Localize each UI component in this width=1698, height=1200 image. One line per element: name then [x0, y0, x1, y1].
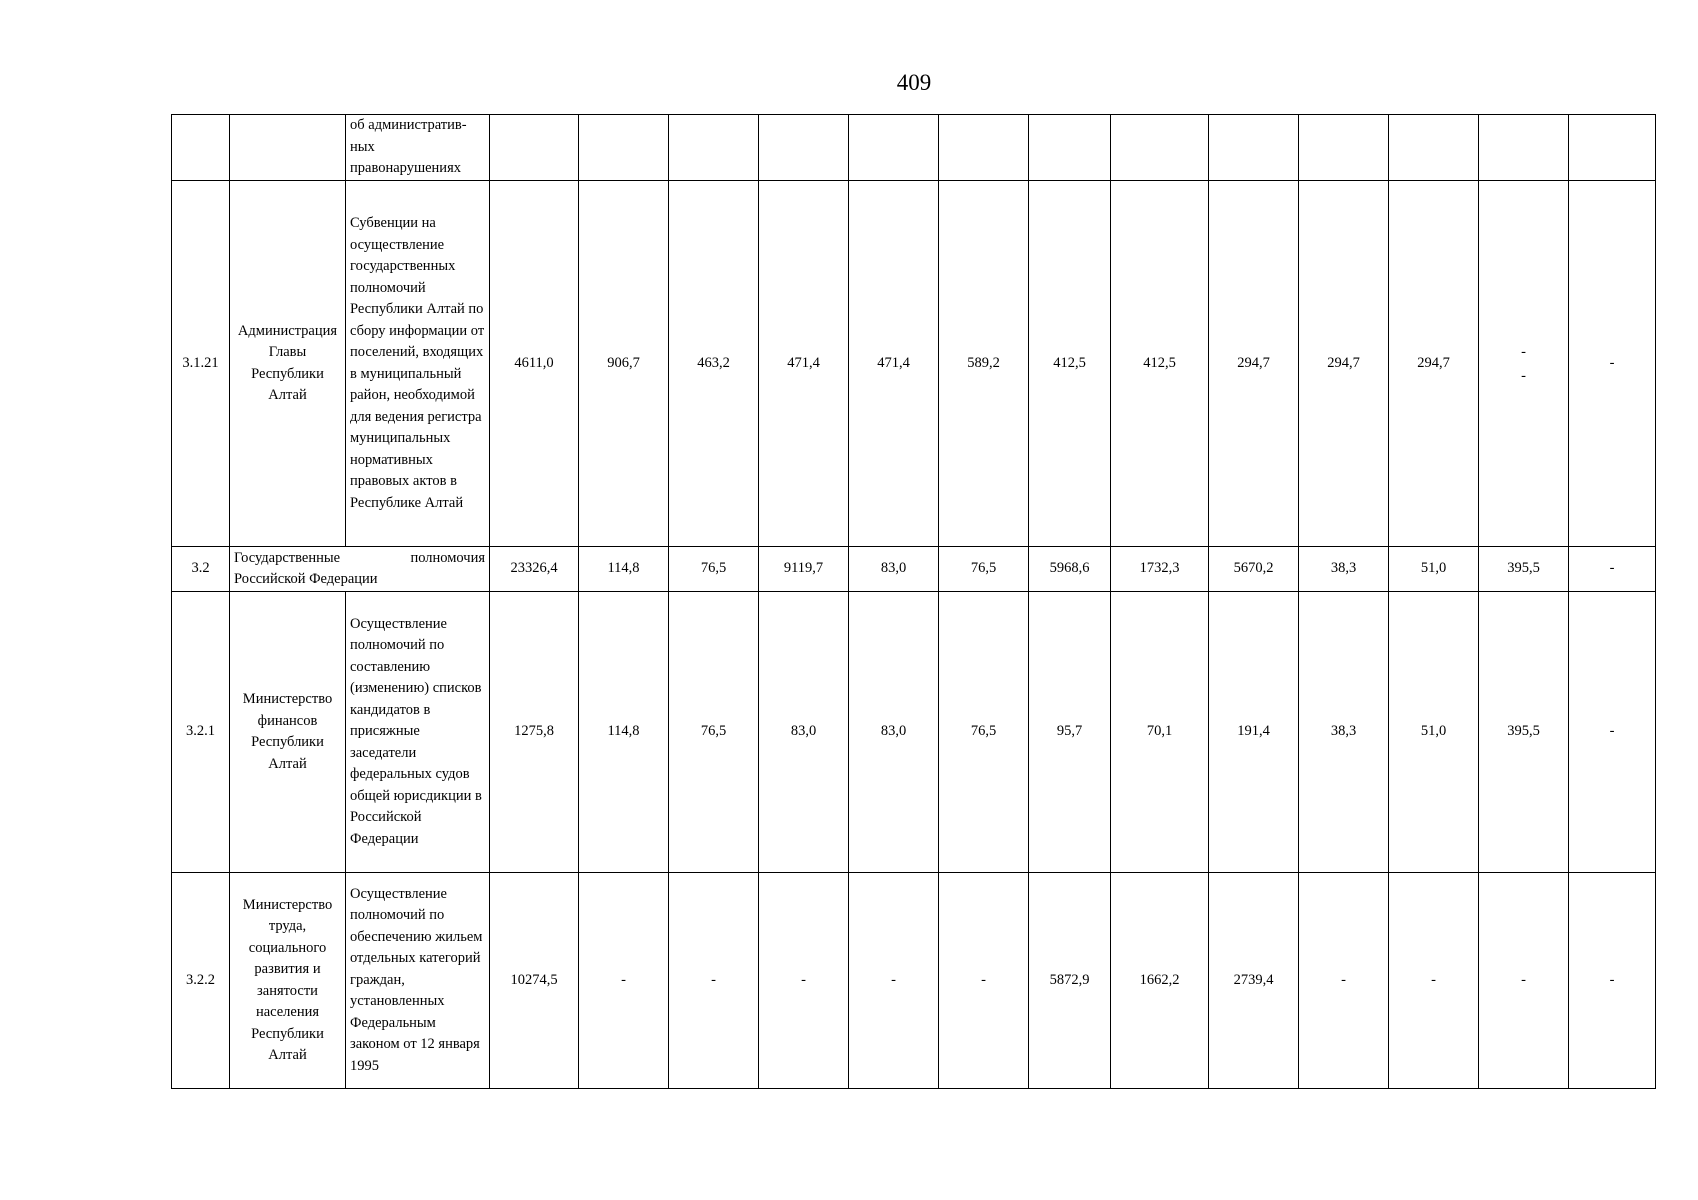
budget-table	[171, 114, 1656, 1089]
value-cell: -	[1569, 873, 1656, 1089]
page-number: 409	[896, 70, 932, 95]
value-cell: 294,7	[1209, 181, 1299, 547]
value-cell: 395,5	[1479, 592, 1569, 873]
description: Осуществление полномочий по обеспечению жильем отдельных категорий граждан, установленных Федеральным законом от 12 января 1995	[346, 873, 490, 1089]
value-cell: -	[849, 873, 939, 1089]
value-cell	[579, 115, 669, 181]
value-cell	[1569, 115, 1656, 181]
organization: Министерство труда, социального развития и занятости населения Республики Алтай	[230, 873, 346, 1089]
value-cell	[490, 115, 579, 181]
value-cell	[849, 115, 939, 181]
value-cell	[1389, 115, 1479, 181]
value-cell: 76,5	[939, 547, 1029, 592]
table-row	[172, 873, 1656, 1089]
value-cell: 471,4	[849, 181, 939, 547]
value-cell: -	[1389, 873, 1479, 1089]
value-cell: 1732,3	[1111, 547, 1209, 592]
value-cell: -	[759, 873, 849, 1089]
value-cell: 906,7	[579, 181, 669, 547]
value-cell	[669, 115, 759, 181]
table-row	[172, 547, 1656, 592]
row-number	[172, 115, 230, 181]
value-cell: -	[1479, 873, 1569, 1089]
value-cell	[1299, 115, 1389, 181]
value-cell: 395,5	[1479, 547, 1569, 592]
value-cell: 5872,9	[1029, 873, 1111, 1089]
value-cell: 38,3	[1299, 592, 1389, 873]
description: об административ-ных правонарушениях	[346, 115, 490, 181]
value-cell: 23326,4	[490, 547, 579, 592]
table-row	[172, 592, 1656, 873]
row-number: 3.2.1	[172, 592, 230, 873]
table-row	[172, 181, 1656, 547]
value-cell: 83,0	[759, 592, 849, 873]
value-cell: 83,0	[849, 547, 939, 592]
description: Субвенции на осуществление государственных полномочий Республики Алтай по сбору информации от поселений, входящих в муниципальный район, необходимой для ведения регистра муниципальных нормативных правовых актов в Республике Алтай	[346, 181, 490, 547]
organization: Министерство финансов Республики Алтай	[230, 592, 346, 873]
value-cell: 463,2	[669, 181, 759, 547]
value-cell: 76,5	[669, 592, 759, 873]
value-cell: 51,0	[1389, 592, 1479, 873]
organization	[230, 115, 346, 181]
value-cell: 471,4	[759, 181, 849, 547]
value-cell	[1209, 115, 1299, 181]
value-cell: 9119,7	[759, 547, 849, 592]
value-cell: 191,4	[1209, 592, 1299, 873]
value-cell: 1662,2	[1111, 873, 1209, 1089]
value-cell	[1479, 115, 1569, 181]
value-cell: 83,0	[849, 592, 939, 873]
organization: Администрация Главы Республики Алтай	[230, 181, 346, 547]
value-cell: 114,8	[579, 547, 669, 592]
value-cell: -	[1569, 547, 1656, 592]
value-cell: -	[1569, 181, 1656, 547]
value-cell: 4611,0	[490, 181, 579, 547]
value-cell: - -	[1479, 181, 1569, 547]
value-cell: 1275,8	[490, 592, 579, 873]
description: Осуществление полномочий по составлению (изменению) списков кандидатов в присяжные заседатели федеральных судов общей юрисдикции в Российской Федерации	[346, 592, 490, 873]
value-cell	[939, 115, 1029, 181]
section-title: Государственные полномочия Российской Федерации	[230, 547, 490, 592]
value-cell: 70,1	[1111, 592, 1209, 873]
value-cell: 2739,4	[1209, 873, 1299, 1089]
table-row	[172, 115, 1656, 181]
row-number: 3.1.21	[172, 181, 230, 547]
value-cell: 294,7	[1299, 181, 1389, 547]
value-cell: 10274,5	[490, 873, 579, 1089]
value-cell: 51,0	[1389, 547, 1479, 592]
value-cell: 95,7	[1029, 592, 1111, 873]
value-cell: 114,8	[579, 592, 669, 873]
value-cell: 294,7	[1389, 181, 1479, 547]
value-cell: 5670,2	[1209, 547, 1299, 592]
row-number: 3.2	[172, 547, 230, 592]
value-cell	[759, 115, 849, 181]
value-cell: 412,5	[1111, 181, 1209, 547]
row-number: 3.2.2	[172, 873, 230, 1089]
value-cell: -	[1299, 873, 1389, 1089]
value-cell: -	[669, 873, 759, 1089]
value-cell	[1111, 115, 1209, 181]
value-cell: 5968,6	[1029, 547, 1111, 592]
value-cell: 76,5	[669, 547, 759, 592]
value-cell: 38,3	[1299, 547, 1389, 592]
value-cell	[1029, 115, 1111, 181]
value-cell: 412,5	[1029, 181, 1111, 547]
value-cell: -	[579, 873, 669, 1089]
value-cell: -	[1569, 592, 1656, 873]
value-cell: 76,5	[939, 592, 1029, 873]
value-cell: 589,2	[939, 181, 1029, 547]
value-cell: -	[939, 873, 1029, 1089]
